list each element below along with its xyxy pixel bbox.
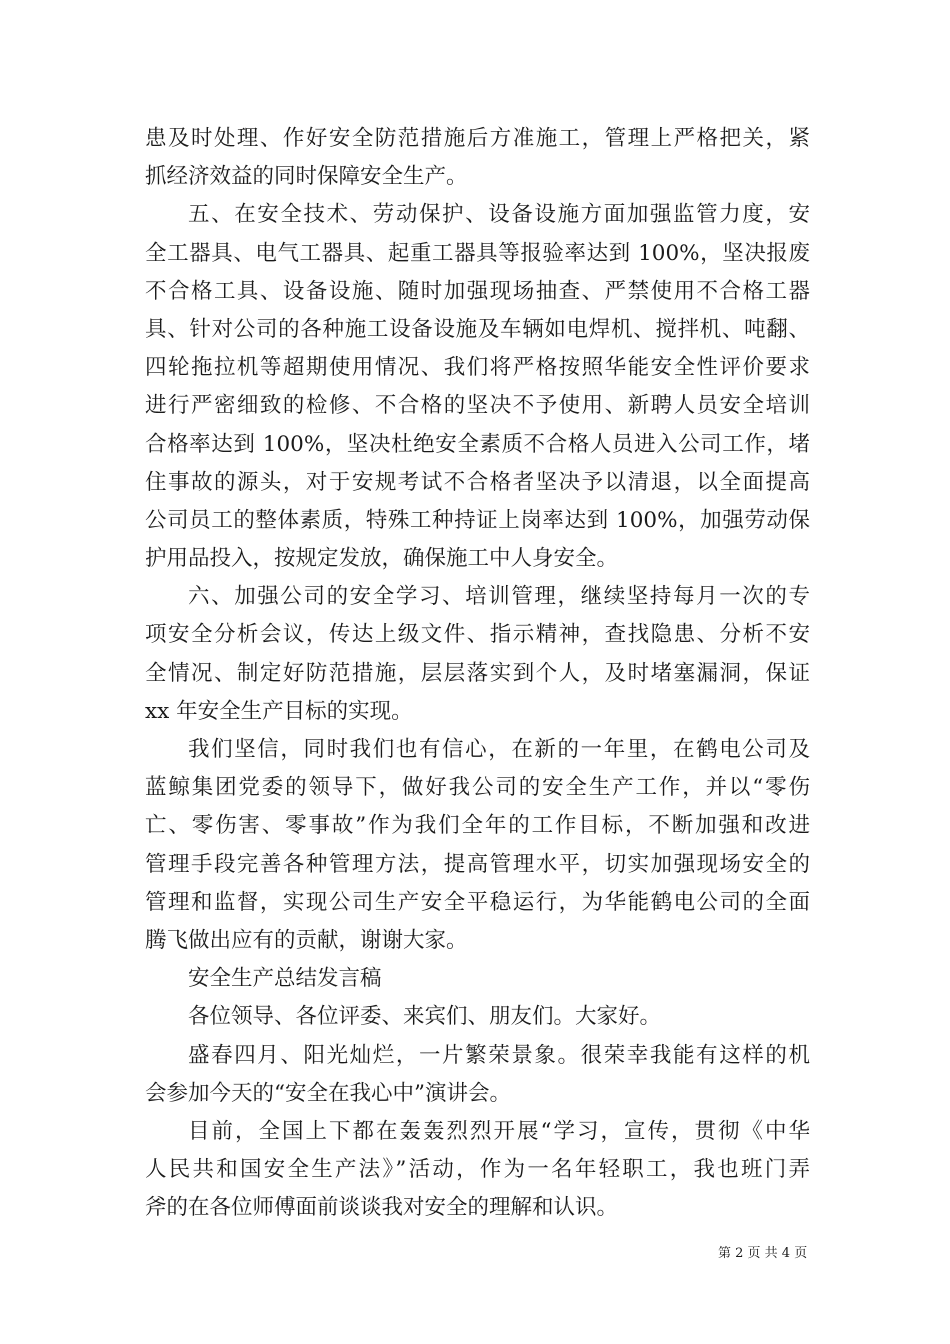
text-line: 合格率达到 100%，坚决杜绝安全素质不合格人员进入公司工作，堵 — [145, 431, 810, 457]
document-body — [145, 120, 810, 1227]
text-line: 盛春四月、阳光灿烂，一片繁荣景象。很荣幸我能有这样的机 — [188, 1042, 810, 1068]
text-line: 住事故的源头，对于安规考试不合格者坚决予以清退，以全面提高 — [145, 469, 810, 495]
text-line: 安全生产总结发言稿 — [188, 966, 382, 992]
text-line: 全情况、制定好防范措施，层层落实到个人，及时堵塞漏洞，保证 — [145, 660, 810, 686]
text-line: 六、加强公司的安全学习、培训管理，继续坚持每月一次的专 — [188, 584, 810, 610]
text-line: xx 年安全生产目标的实现。 — [145, 698, 413, 724]
text-line: 护用品投入，按规定发放，确保施工中人身安全。 — [145, 546, 619, 572]
text-line: 人民共和国安全生产法》”活动，作为一名年轻职工，我也班门弄 — [145, 1157, 810, 1183]
text-line: 全工器具、电气工器具、起重工器具等报验率达到 100%，坚决报废 — [145, 240, 810, 266]
page-number: 第 2 页 共 4 页 — [718, 1246, 808, 1261]
text-line: 各位领导、各位评委、来宾们、朋友们。大家好。 — [188, 1004, 662, 1030]
text-line: 抓经济效益的同时保障安全生产。 — [145, 164, 468, 190]
text-line: 目前，全国上下都在轰轰烈烈开展“学习，宣传，贯彻《中华 — [188, 1118, 810, 1144]
text-line: 不合格工具、设备设施、随时加强现场抽查、严禁使用不合格工器 — [145, 278, 810, 304]
text-line: 管理手段完善各种管理方法，提高管理水平，切实加强现场安全的 — [145, 851, 810, 877]
text-line: 项安全分析会议，传达上级文件、指示精神，查找隐患、分析不安 — [145, 622, 810, 648]
text-line: 患及时处理、作好安全防范措施后方准施工，管理上严格把关，紧 — [145, 126, 810, 151]
text-line: 亡、零伤害、零事故”作为我们全年的工作目标，不断加强和改进 — [145, 813, 810, 839]
text-line: 会参加今天的“安全在我心中”演讲会。 — [145, 1080, 511, 1106]
text-line: 四轮拖拉机等超期使用情况、我们将严格按照华能安全性评价要求 — [145, 355, 810, 381]
text-line: 腾飞做出应有的贡献，谢谢大家。 — [145, 927, 468, 953]
text-line: 斧的在各位师傅面前谈谈我对安全的理解和认识。 — [145, 1195, 619, 1221]
text-line: 我们坚信，同时我们也有信心，在新的一年里，在鹤电公司及 — [188, 737, 810, 762]
text-line: 进行严密细致的检修、不合格的坚决不予使用、新聘人员安全培训 — [145, 393, 810, 419]
text-line: 管理和监督，实现公司生产安全平稳运行，为华能鹤电公司的全面 — [145, 889, 810, 915]
text-line: 公司员工的整体素质，特殊工种持证上岗率达到 100%，加强劳动保 — [145, 507, 810, 533]
text-line: 具、针对公司的各种施工设备设施及车辆如电焊机、搅拌机、吨翻、 — [145, 316, 810, 342]
text-line: 蓝鲸集团党委的领导下，做好我公司的安全生产工作，并以“零伤 — [145, 775, 810, 801]
text-line: 五、在安全技术、劳动保护、设备设施方面加强监管力度，安 — [188, 202, 810, 228]
